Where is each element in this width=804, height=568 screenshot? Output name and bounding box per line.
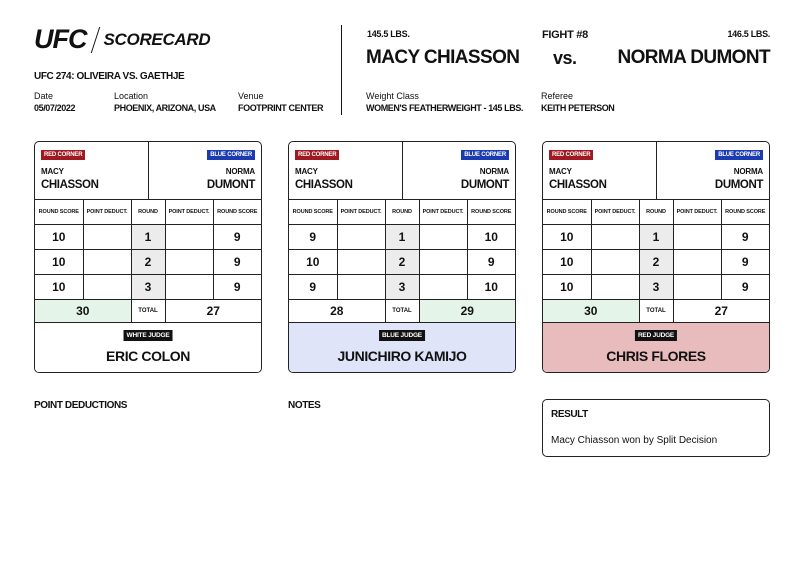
total-label: TOTAL — [639, 299, 673, 323]
red-total: 28 — [289, 299, 385, 323]
score-table — [543, 200, 769, 324]
blue-round-score: 9 — [721, 274, 769, 299]
red-weight: 145.5 LBS. — [367, 29, 410, 39]
round-score-header: ROUND SCORE — [289, 200, 337, 224]
red-total: 30 — [543, 299, 639, 323]
judge-name: ERIC COLON — [106, 348, 190, 364]
scorecard-title: SCORECARD — [103, 29, 211, 49]
round-header: ROUND — [131, 200, 165, 224]
point-deduct-header: POINT DEDUCT. — [165, 200, 213, 224]
blue-point-deduction — [419, 224, 467, 249]
round-row — [543, 224, 769, 249]
blue-round-score: 9 — [213, 249, 261, 274]
total-label: TOTAL — [385, 299, 419, 323]
blue-round-score: 9 — [721, 249, 769, 274]
red-corner-badge: RED CORNER — [41, 150, 85, 160]
round-number: 2 — [131, 249, 165, 274]
red-point-deduction — [337, 249, 385, 274]
weight-class-value: WOMEN'S FEATHERWEIGHT - 145 LBS. — [366, 103, 524, 113]
red-point-deduction — [591, 274, 639, 299]
round-number: 3 — [639, 274, 673, 299]
judge-footer — [35, 322, 261, 373]
blue-total: 29 — [419, 299, 515, 323]
total-row — [543, 299, 769, 323]
blue-point-deduction — [673, 224, 721, 249]
judge-scorecard — [542, 141, 770, 373]
point-deduct-header: POINT DEDUCT. — [337, 200, 385, 224]
judge-name: CHRIS FLORES — [606, 348, 706, 364]
round-row — [35, 224, 261, 249]
score-table-header — [35, 200, 261, 224]
red-round-score: 10 — [543, 274, 591, 299]
blue-fighter-name: NORMA DUMONT — [617, 47, 770, 68]
point-deduct-header: POINT DEDUCT. — [419, 200, 467, 224]
score-table-header — [543, 200, 769, 224]
judge-name: JUNICHIRO KAMIJO — [337, 348, 467, 364]
judge-scorecard — [288, 141, 516, 373]
red-round-score: 10 — [35, 274, 83, 299]
blue-round-score: 9 — [213, 224, 261, 249]
point-deduct-header: POINT DEDUCT. — [591, 200, 639, 224]
red-total: 30 — [35, 299, 131, 323]
score-table — [35, 200, 261, 324]
result-text: Macy Chiasson won by Split Decision — [551, 435, 718, 446]
judge-badge: RED JUDGE — [635, 330, 677, 341]
round-score-header: ROUND SCORE — [213, 200, 261, 224]
red-point-deduction — [591, 249, 639, 274]
blue-point-deduction — [165, 274, 213, 299]
round-header: ROUND — [385, 200, 419, 224]
blue-corner-badge: BLUE CORNER — [715, 150, 763, 160]
red-corner-badge: RED CORNER — [295, 150, 339, 160]
score-table-header — [289, 200, 515, 224]
event-name: UFC 274: OLIVEIRA VS. GAETHJE — [34, 71, 185, 82]
judge-badge: BLUE JUDGE — [379, 330, 425, 341]
red-point-deduction — [83, 274, 131, 299]
point-deduct-header: POINT DEDUCT. — [673, 200, 721, 224]
blue-last-name: DUMONT — [460, 179, 509, 191]
date-value: 05/07/2022 — [34, 103, 76, 113]
blue-first-name: NORMA — [479, 167, 509, 176]
red-last-name: CHIASSON — [41, 179, 99, 191]
blue-last-name: DUMONT — [206, 179, 255, 191]
round-number: 1 — [385, 224, 419, 249]
result-heading: RESULT — [551, 409, 588, 420]
ufc-wordmark: UFC — [34, 24, 87, 54]
blue-weight: 146.5 LBS. — [727, 29, 770, 39]
red-point-deduction — [337, 224, 385, 249]
red-corner-badge: RED CORNER — [549, 150, 593, 160]
round-row — [289, 249, 515, 274]
blue-round-score: 10 — [467, 274, 515, 299]
judge-badge: WHITE JUDGE — [124, 330, 173, 341]
round-number: 1 — [639, 224, 673, 249]
red-round-score: 9 — [289, 274, 337, 299]
round-number: 2 — [639, 249, 673, 274]
blue-corner-badge: BLUE CORNER — [207, 150, 255, 160]
fight-number: FIGHT #8 — [542, 29, 588, 41]
red-point-deduction — [337, 274, 385, 299]
ufc-logo — [34, 26, 210, 53]
blue-round-score: 9 — [467, 249, 515, 274]
blue-point-deduction — [673, 274, 721, 299]
blue-total: 27 — [165, 299, 261, 323]
round-score-header: ROUND SCORE — [721, 200, 769, 224]
versus-label: vs. — [553, 48, 577, 68]
venue-label: Venue — [238, 91, 264, 101]
blue-point-deduction — [165, 249, 213, 274]
round-row — [289, 224, 515, 249]
red-point-deduction — [83, 224, 131, 249]
round-number: 1 — [131, 224, 165, 249]
blue-first-name: NORMA — [225, 167, 255, 176]
round-number: 2 — [385, 249, 419, 274]
round-number: 3 — [385, 274, 419, 299]
blue-total: 27 — [673, 299, 769, 323]
point-deductions-heading: POINT DEDUCTIONS — [34, 400, 128, 411]
judge-scorecard — [34, 141, 262, 373]
blue-first-name: NORMA — [733, 167, 763, 176]
red-first-name: MACY — [549, 167, 572, 176]
referee-label: Referee — [541, 91, 574, 101]
total-label: TOTAL — [131, 299, 165, 323]
location-label: Location — [114, 91, 149, 101]
red-round-score: 10 — [289, 249, 337, 274]
blue-point-deduction — [419, 249, 467, 274]
round-row — [543, 249, 769, 274]
red-round-score: 10 — [35, 249, 83, 274]
blue-round-score: 9 — [213, 274, 261, 299]
blue-point-deduction — [673, 249, 721, 274]
round-row — [35, 274, 261, 299]
total-row — [35, 299, 261, 323]
judge-footer — [543, 322, 769, 373]
round-score-header: ROUND SCORE — [543, 200, 591, 224]
red-point-deduction — [83, 249, 131, 274]
referee-value: KEITH PETERSON — [541, 103, 615, 113]
notes-heading: NOTES — [288, 400, 321, 411]
blue-round-score: 9 — [721, 224, 769, 249]
round-score-header: ROUND SCORE — [467, 200, 515, 224]
result-box — [542, 399, 770, 457]
red-last-name: CHIASSON — [295, 179, 353, 191]
red-round-score: 10 — [543, 224, 591, 249]
red-last-name: CHIASSON — [549, 179, 607, 191]
venue-value: FOOTPRINT CENTER — [238, 103, 324, 113]
date-label: Date — [34, 91, 54, 101]
round-number: 3 — [131, 274, 165, 299]
round-row — [289, 274, 515, 299]
card-header — [35, 142, 261, 200]
blue-round-score: 10 — [467, 224, 515, 249]
round-header: ROUND — [639, 200, 673, 224]
red-round-score: 9 — [289, 224, 337, 249]
red-point-deduction — [591, 224, 639, 249]
judge-footer — [289, 322, 515, 373]
round-score-header: ROUND SCORE — [35, 200, 83, 224]
score-table — [289, 200, 515, 324]
blue-corner-badge: BLUE CORNER — [461, 150, 509, 160]
blue-point-deduction — [165, 224, 213, 249]
header-divider — [341, 25, 342, 115]
red-round-score: 10 — [35, 224, 83, 249]
blue-point-deduction — [419, 274, 467, 299]
red-fighter-name: MACY CHIASSON — [366, 47, 520, 68]
card-header — [289, 142, 515, 200]
round-row — [35, 249, 261, 274]
total-row — [289, 299, 515, 323]
logo-divider — [90, 27, 99, 53]
location-value: PHOENIX, ARIZONA, USA — [114, 103, 216, 113]
round-row — [543, 274, 769, 299]
red-first-name: MACY — [295, 167, 318, 176]
point-deduct-header: POINT DEDUCT. — [83, 200, 131, 224]
blue-last-name: DUMONT — [714, 179, 763, 191]
weight-class-label: Weight Class — [366, 91, 419, 101]
card-header — [543, 142, 769, 200]
red-first-name: MACY — [41, 167, 64, 176]
red-round-score: 10 — [543, 249, 591, 274]
